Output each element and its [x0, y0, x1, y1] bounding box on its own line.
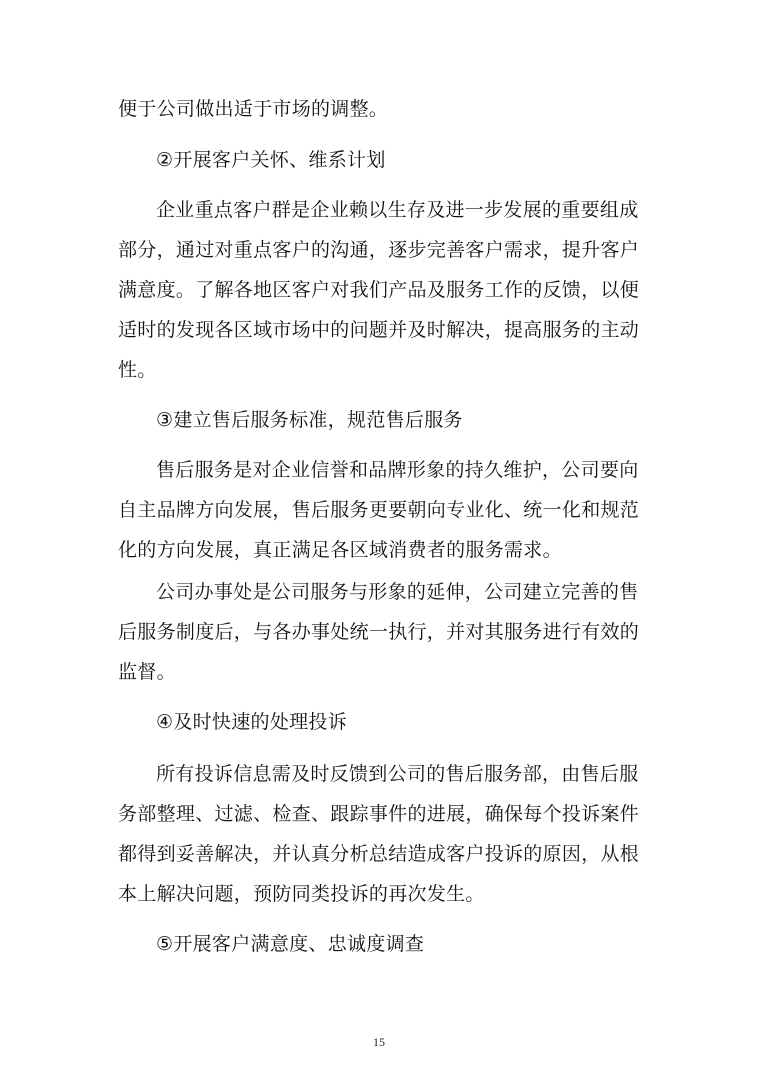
- body-line: 企业重点客户群是企业赖以生存及进一步发展的重要组成: [156, 199, 639, 221]
- body-line: 部分，通过对重点客户的沟通，逐步完善客户需求，提升客户: [118, 239, 640, 261]
- body-line: 满意度。了解各地区客户对我们产品及服务工作的反馈，以便: [118, 279, 640, 301]
- body-line: 公司办事处是公司服务与形象的延伸，公司建立完善的售: [156, 581, 639, 603]
- section-heading-3: ③建立售后服务标准，规范售后服务: [156, 409, 463, 431]
- body-line: 务部整理、过滤、检查、跟踪事件的进展，确保每个投诉案件: [118, 803, 640, 825]
- body-line: 都得到妥善解决，并认真分析总结造成客户投诉的原因，从根: [118, 843, 640, 865]
- section-heading-5: ⑤开展客户满意度、忠诚度调查: [156, 933, 425, 955]
- section-heading-2: ②开展客户关怀、维系计划: [156, 149, 386, 171]
- section-heading-4: ④及时快速的处理投诉: [156, 711, 348, 733]
- body-line: 自主品牌方向发展，售后服务更要朝向专业化、统一化和规范: [118, 499, 640, 521]
- body-line: 本上解决问题，预防同类投诉的再次发生。: [118, 883, 485, 905]
- body-line: 化的方向发展，真正满足各区域消费者的服务需求。: [118, 539, 562, 561]
- page-number: 15: [373, 1035, 385, 1049]
- body-line: 所有投诉信息需及时反馈到公司的售后服务部，由售后服: [156, 763, 639, 785]
- body-line: 适时的发现各区域市场中的问题并及时解决，提高服务的主动: [118, 319, 640, 341]
- body-line: 性。: [118, 359, 157, 381]
- body-line: 监督。: [118, 661, 176, 683]
- body-line: 便于公司做出适于市场的调整。: [118, 98, 389, 120]
- body-line: 后服务制度后，与各办事处统一执行，并对其服务进行有效的: [118, 621, 640, 643]
- body-line: 售后服务是对企业信誉和品牌形象的持久维护，公司要向: [156, 459, 639, 481]
